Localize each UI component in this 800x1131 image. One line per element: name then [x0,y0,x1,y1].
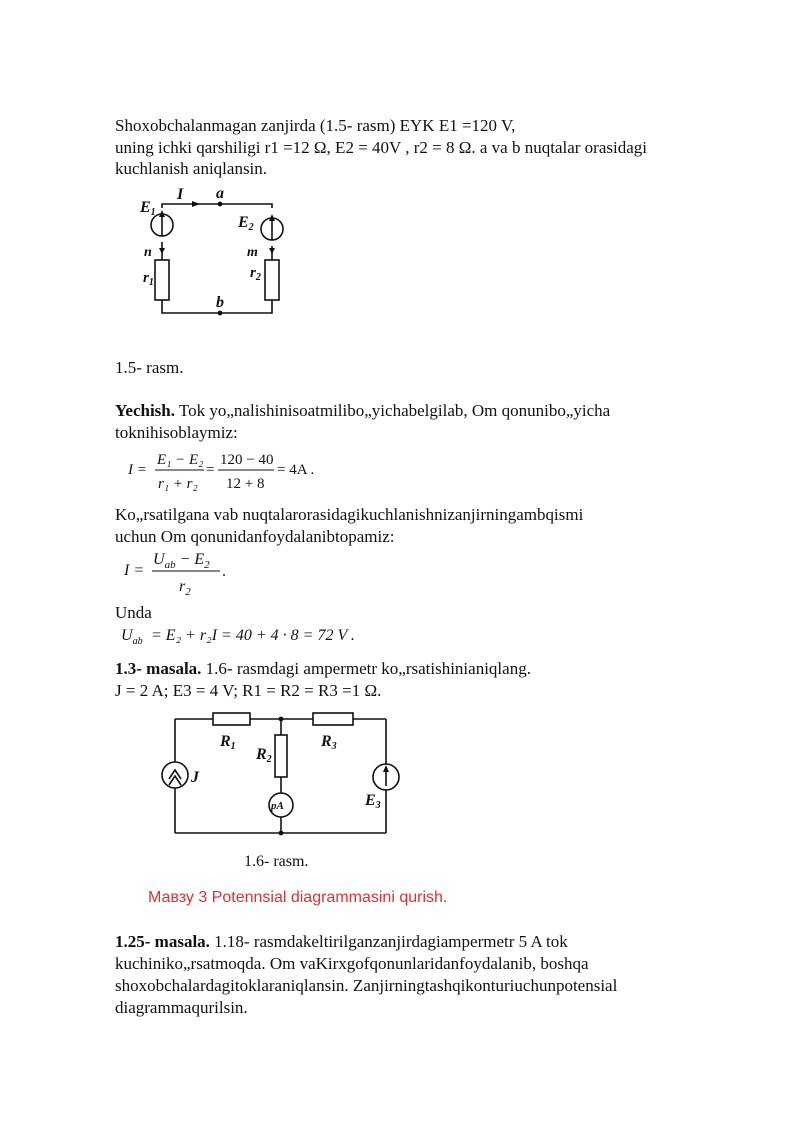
topic-heading: Мавзу 3 Potennsial diagrammasini qurish. [148,889,448,906]
unda-label: Unda [115,603,152,622]
svg-text:12 + 8: 12 + 8 [226,476,265,492]
circuit-diagram-1-5 [130,182,300,322]
label-b: b [216,294,224,311]
formula-ohm-ab [124,548,244,598]
label-j: J [191,769,199,786]
svg-text:r2: $r_2$ [179,578,191,598]
svg-text:Uab − E2: $U_{ab} - E_2$ [153,551,210,571]
label-a: a [216,185,224,202]
figure-caption-1-6: 1.6- rasm. [244,853,309,870]
problem125-line1 [115,931,568,952]
problem13-given: J = 2 A; E3 = 4 V; R1 = R2 = R3 =1 Ω. [115,681,382,700]
problem125-line2: kuchiniko„rsatmoqda. Om vaKirxgofqonunlaridanfoydalanib, boshqa [115,954,589,973]
problem125-line3: shoxobchalardagitoklaraniqlansin. Zanjirningtashqikonturiuchunpotensial [115,976,618,995]
problem1-line2: uning ichki qarshiligi r1 =12 Ω, E2 = 40V , r2 = 8 Ω. a va b nuqtalar orasidagi [115,138,647,157]
problem1-line3: kuchlanish aniqlansin. [115,159,268,178]
svg-text:I =: I = [128,462,147,478]
problem125-label: 1.25- masala. [115,932,210,951]
solution-line1 [115,400,610,421]
svg-text:Uab: $U_{ab}$ [121,627,143,647]
solution-text1: Tok yo„nalishinisoatmilibo„yichabelgilab, Om qonunibo„yicha [174,401,611,420]
label-r1: R1 [220,733,236,752]
formula-current [128,448,338,494]
svg-text:.: . [222,563,226,580]
label-e1: E1 [140,199,156,218]
solution-line2: toknihisoblaymiz: [115,423,238,442]
problem13-line1 [115,658,531,679]
problem1-line1: Shoxobchalanmagan zanjirda (1.5- rasm) EYK E1 =120 V, [115,116,516,135]
solution-line3: Ko„rsatilgana vab nuqtalarorasidagikuchlanishnizanjirningambqismi [115,505,584,524]
figure-caption-1-5: 1.5- rasm. [115,358,184,377]
label-r2: $r_2$ [250,265,261,283]
svg-text:E₁ − E₂: E₁ − E₂ [157,452,204,468]
svg-text:120 − 40: 120 − 40 [220,452,274,468]
problem13-label: 1.3- masala. [115,659,202,678]
circuit-diagram-1-6 [160,706,410,846]
svg-text:r₁ + r₂: r₁ + r₂ [158,476,198,492]
problem125-text1: 1.18- rasmdakeltirilganzanjirdagiampermetr 5 A tok [209,932,568,951]
label-e2: E2 [238,214,254,233]
label-r2: R2 [256,746,272,765]
solution-line4: uchun Om qonunidanfoydalanibtopamiz: [115,527,395,546]
label-r3: R3 [321,733,337,752]
svg-text:= E₂ + r₂I = 40 + 4 · 8 = 72: = E₂ + r₂I = 40 + 4 · 8 = 72 V . [151,627,355,644]
solution-label: Yechish. [115,401,175,420]
svg-text:= 4A .: = 4A . [277,462,315,478]
problem125-line4: diagrammaqurilsin. [115,998,248,1017]
label-m: m [247,245,258,260]
label-r1: $r_1$ [143,270,154,288]
svg-text:=: = [206,462,215,478]
label-i: I [177,186,184,203]
label-n: n [144,245,152,260]
formula-uab [121,624,381,650]
ammeter-label: pA [271,800,284,812]
label-e3: E3 [365,792,381,811]
svg-text:I =: I = [124,562,145,579]
problem13-text: 1.6- rasmdagi ampermetr ko„rsatishinianiqlang. [201,659,531,678]
